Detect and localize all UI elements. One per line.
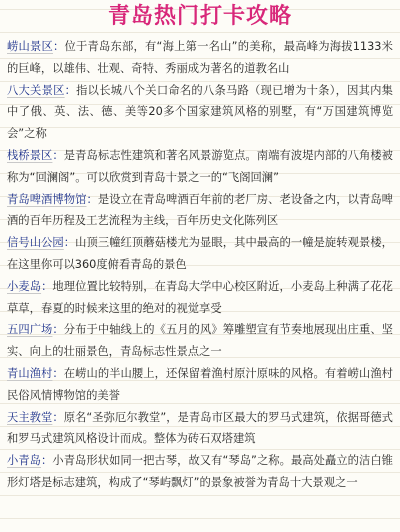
list-item: 青山渔村：在崂山的半山腰上，还保留着渔村原汁原味的风格。有着崂山渔村民俗风情博物馆的美誉 xyxy=(7,366,393,402)
list-item: 五四广场：分布于中轴线上的《五月的风》筹雕塑宣有节奏地展现出庄重、坚实、向上的壮丽景色，青岛标志性景点之一 xyxy=(7,323,393,359)
list-item: 八大关景区：指以长城八个关口命名的八条马路（现已增为十条），因其内集中了俄、英、法、德、美等20多个国家建筑风格的别墅，有“万国建筑博览会”之称 xyxy=(7,83,393,141)
attraction-description: 地理位置比较特别，在青岛大学中心校区附近，小麦岛上种满了花花草草，春夏的时候来这里的绝对的视觉享受 xyxy=(7,279,393,315)
attraction-description: 是青岛标志性建筑和著名风景游览点。南端有波堤内部的八角楼被称为“回澜阁”。可以欣赏到青岛十景之一的“飞阁回澜” xyxy=(7,148,393,184)
attraction-description: 山顶三幢红顶蘑菇楼尤为显眼，其中最高的一幢是旋转观景楼，在这里你可以360度俯看青岛的景色 xyxy=(7,236,393,271)
list-item: 小青岛：小青岛形状如同一把古琴，故又有“琴岛”之称。最高处矗立的洁白锥形灯塔是标志建筑，构成了“琴屿飘灯”的景象被誉为青岛十大景观之一 xyxy=(7,454,393,489)
attraction-description: 原名“圣弥厄尔教堂”，是青岛市区最大的罗马式建筑，依据哥德式和罗马式建筑风格设计而成。整体为砖石双塔建筑 xyxy=(7,410,393,446)
page-title: 青岛热门打卡攻略 xyxy=(107,4,292,29)
list-item: 小麦岛：地理位置比较特别，在青岛大学中心校区附近，小麦岛上种满了花花草草，春夏的时候来这里的绝对的视觉享受 xyxy=(7,279,393,315)
attraction-name: 小青岛 xyxy=(7,454,42,468)
attraction-description: 在崂山的半山腰上，还保留着渔村原汁原味的风格。有着崂山渔村民俗风情博物馆的美誉 xyxy=(7,366,393,402)
attraction-name: 信号山公园 xyxy=(7,236,64,250)
list-item: 栈桥景区：是青岛标志性建筑和著名风景游览点。南端有波堤内部的八角楼被称为“回澜阁”。可以欣赏到青岛十景之一的“飞阁回澜” xyxy=(7,148,393,184)
attraction-name: 八大关景区 xyxy=(7,83,65,97)
attraction-name: 青山渔村 xyxy=(7,366,53,380)
list-item: 青岛啤酒博物馆：是设立在青岛啤酒百年前的老厂房、老设备之内，以青岛啤酒的百年历程及工艺流程为主线，百年历史文化陈列区 xyxy=(7,192,393,228)
list-item: 崂山景区：位于青岛东部，有“海上第一名山”的美称，最高峰为海拔1133米的巨峰，以雄伟、壮观、奇特、秀丽成为著名的道教名山 xyxy=(7,40,393,75)
attraction-description: 是设立在青岛啤酒百年前的老厂房、老设备之内，以青岛啤酒的百年历程及工艺流程为主线，百年历史文化陈列区 xyxy=(7,192,393,228)
attraction-name: 青岛啤酒博物馆 xyxy=(7,192,87,206)
list-item: 信号山公园：山顶三幢红顶蘑菇楼尤为显眼，其中最高的一幢是旋转观景楼，在这里你可以360度俯看青岛的景色 xyxy=(7,236,393,271)
attraction-name: 小麦岛 xyxy=(7,279,42,293)
attraction-name: 五四广场 xyxy=(7,323,53,337)
attraction-description: 小青岛形状如同一把古琴，故又有“琴岛”之称。最高处矗立的洁白锥形灯塔是标志建筑，构成了“琴屿飘灯”的景象被誉为青岛十大景观之一 xyxy=(7,454,393,489)
attraction-description: 指以长城八个关口命名的八条马路（现已增为十条），因其内集中了俄、英、法、德、美等20多个国家建筑风格的别墅，有“万国建筑博览会”之称 xyxy=(7,83,393,141)
attractions-list xyxy=(0,34,400,494)
attraction-name: 崂山景区 xyxy=(7,40,54,53)
list-item: 天主教堂：原名“圣弥厄尔教堂”，是青岛市区最大的罗马式建筑，依据哥德式和罗马式建筑风格设计而成。整体为砖石双塔建筑 xyxy=(7,410,393,446)
attraction-name: 栈桥景区 xyxy=(7,148,53,162)
attraction-description: 位于青岛东部，有“海上第一名山”的美称，最高峰为海拔1133米的巨峰，以雄伟、壮观、奇特、秀丽成为著名的道教名山 xyxy=(7,40,393,75)
attraction-name: 天主教堂 xyxy=(7,410,53,424)
attraction-description: 分布于中轴线上的《五月的风》筹雕塑宣有节奏地展现出庄重、坚实、向上的壮丽景色，青岛标志性景点之一 xyxy=(7,323,393,359)
